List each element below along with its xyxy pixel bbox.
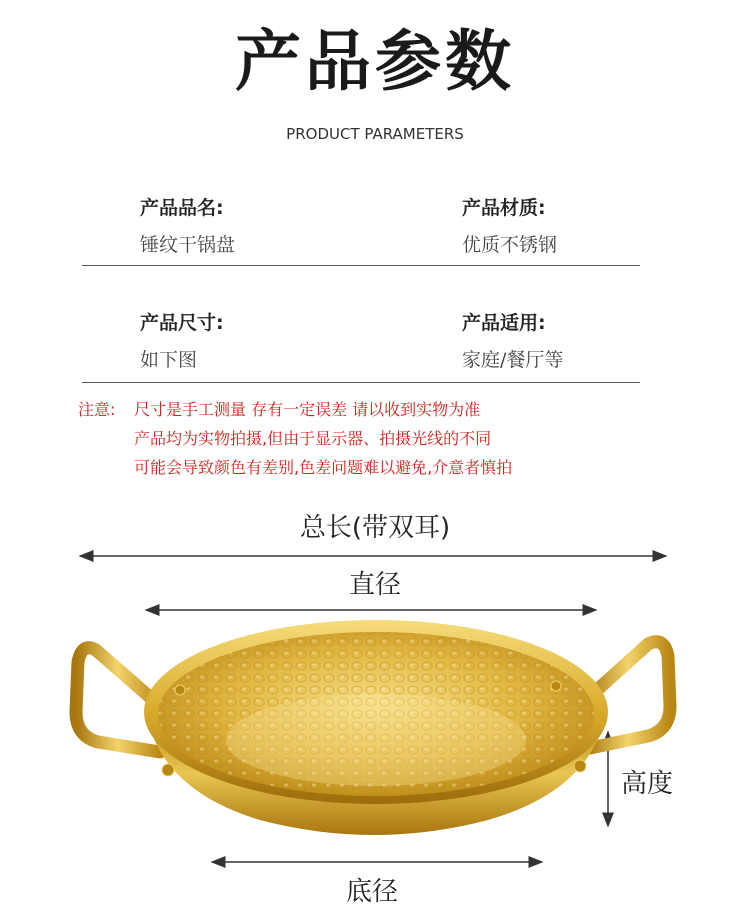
notice-prefix: 注意: <box>78 400 116 419</box>
total-length-label: 总长(带双耳) <box>299 513 451 543</box>
param-material-label: 产品材质: <box>462 197 546 219</box>
param-usage-label: 产品适用: <box>462 312 546 334</box>
param-name-label: 产品品名: <box>140 197 224 219</box>
page-title: 产品参数 <box>235 23 515 100</box>
left-rivet-top <box>175 685 185 695</box>
right-rivet-top <box>551 681 561 691</box>
height-label: 高度 <box>620 769 673 799</box>
notice-line-3: 可能会导致颜色有差别,色差问题难以避免,介意者慎拍 <box>134 458 513 477</box>
pan-highlight <box>226 694 526 786</box>
notice-line-2: 产品均为实物拍摄,但由于显示器、拍摄光线的不同 <box>134 429 492 448</box>
left-rivet-bottom <box>162 764 174 776</box>
param-material-value: 优质不锈钢 <box>462 234 558 256</box>
param-name-value: 锤纹干锅盘 <box>140 234 236 256</box>
param-size-value: 如下图 <box>140 349 198 371</box>
param-usage-value: 家庭/餐厅等 <box>462 349 564 371</box>
notice-line-1: 尺寸是手工测量 存有一定误差 请以收到实物为准 <box>134 400 481 419</box>
diameter-label: 直径 <box>348 570 401 600</box>
param-size-label: 产品尺寸: <box>140 312 224 334</box>
base-diameter-label: 底径 <box>345 877 398 907</box>
page-subtitle: PRODUCT PARAMETERS <box>286 125 464 143</box>
right-rivet-bottom <box>574 760 586 772</box>
